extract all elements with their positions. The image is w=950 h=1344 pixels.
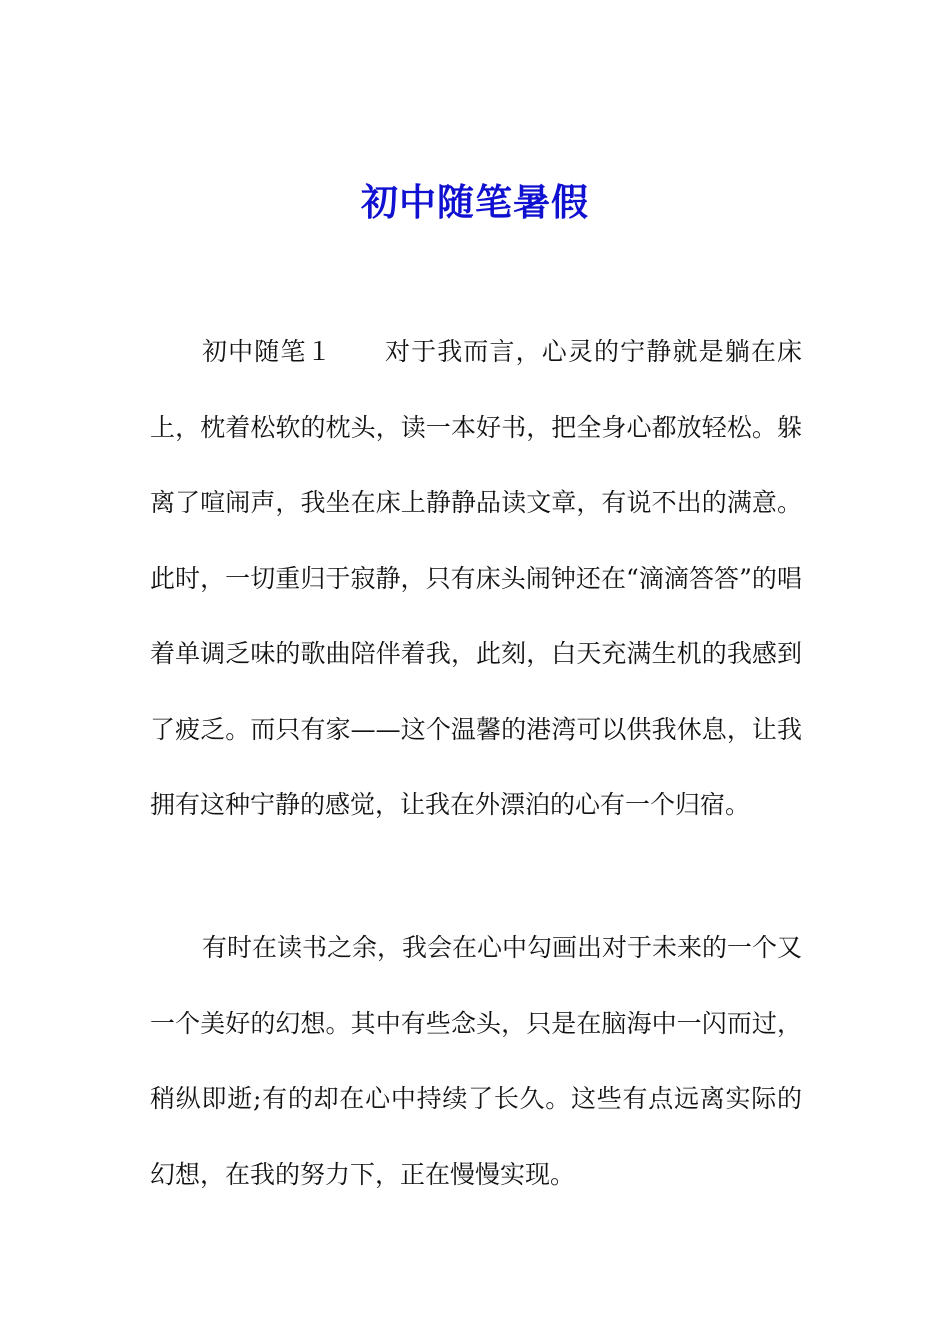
paragraph-1: 初中随笔１ 对于我而言，心灵的宁静就是躺在床上，枕着松软的枕头，读一本好书，把全身心都放轻松。躲离了喧闹声，我坐在床上静静品读文章，有说不出的满意。此时，一切重归于寂静，只有床头闹钟还在“滴滴答答”的唱着单调乏味的歌曲陪伴着我，此刻，白天充满生机的我感到了疲乏。而只有家——这个温馨的港湾可以供我休息，让我拥有这种宁静的感觉，让我在外漂泊的心有一个归宿。 — [150, 337, 802, 819]
document-title: 初中随笔暑假 — [361, 180, 589, 224]
paragraph-2: 有时在读书之余，我会在心中勾画出对于未来的一个又一个美好的幻想。其中有些念头，只是在脑海中一闪而过，稍纵即逝;有的却在心中持续了长久。这些有点远离实际的幻想，在我的努力下，正在慢慢实现。 — [150, 933, 803, 1189]
